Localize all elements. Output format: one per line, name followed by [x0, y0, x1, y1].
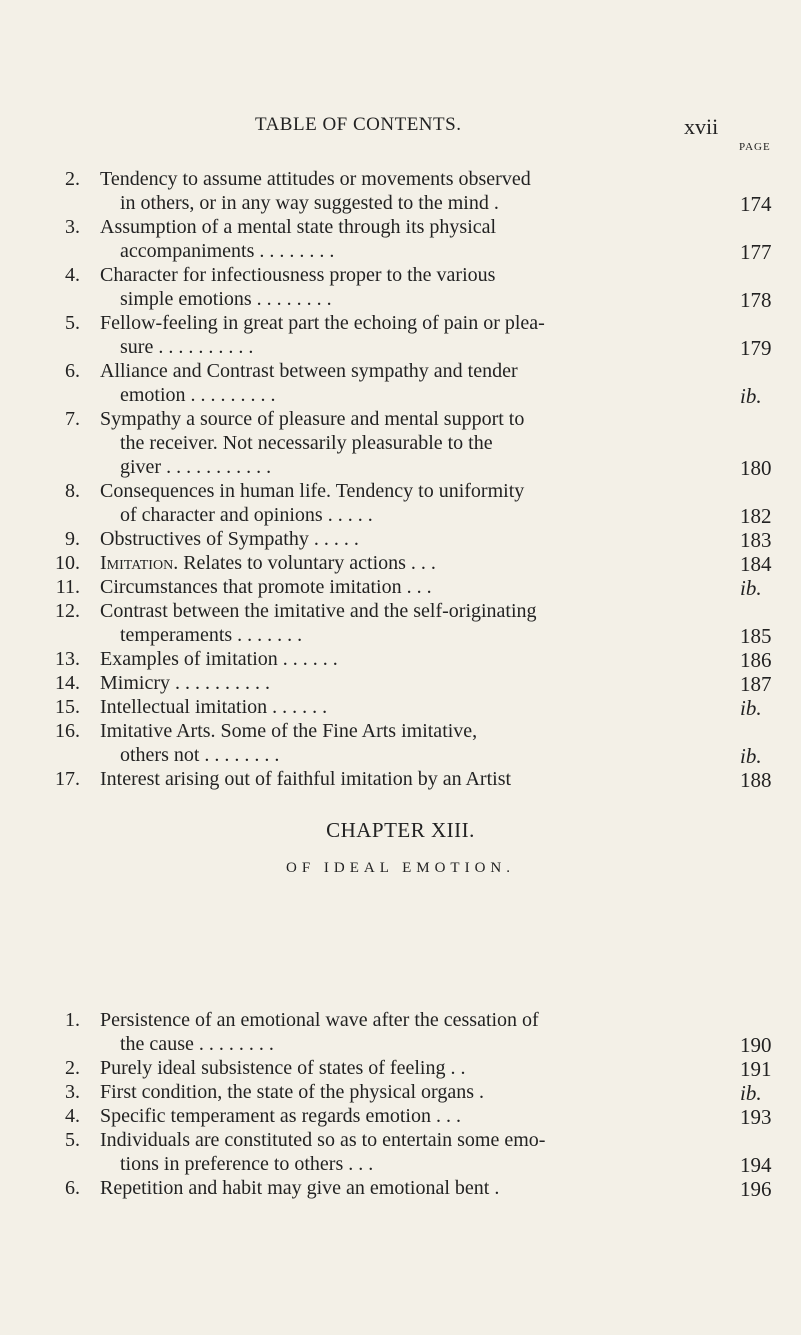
- entry-text-line: Specific temperament as regards emotion . . .: [100, 1105, 461, 1127]
- entry-text-line: in others, or in any way suggested to the mind .: [120, 192, 499, 214]
- entry-text-line: Mimicry . . . . . . . . . .: [100, 672, 270, 694]
- entry-number: 6.: [65, 1177, 80, 1199]
- entry-number: 4.: [65, 1105, 80, 1127]
- entry-text-line: Repetition and habit may give an emotional bent .: [100, 1177, 500, 1199]
- entry-number: 7.: [65, 408, 80, 430]
- entry-text-line: Individuals are constituted so as to entertain some emo-: [100, 1129, 546, 1151]
- entry-text-line: accompaniments . . . . . . . .: [120, 240, 335, 262]
- entry-text-line: Character for infectiousness proper to the various: [100, 264, 496, 286]
- entry-number: 17.: [55, 768, 80, 790]
- entry-page-number: ib.: [740, 696, 762, 720]
- entry-text-line: Obstructives of Sympathy . . . . .: [100, 528, 359, 550]
- entry-text-line: emotion . . . . . . . . .: [120, 384, 276, 406]
- chapter-subheading: OF IDEAL EMOTION.: [285, 860, 515, 876]
- entry-page-number: 190: [740, 1033, 772, 1057]
- entry-number: 5.: [65, 312, 80, 334]
- entry-text-line: Sympathy a source of pleasure and mental support to: [100, 408, 525, 430]
- entry-text-line: Consequences in human life. Tendency to uniformity: [100, 480, 525, 502]
- entry-text-line: of character and opinions . . . . .: [120, 504, 373, 526]
- entry-lead-term: Imitation.: [100, 552, 179, 574]
- entry-text-line: Persistence of an emotional wave after the cessation of: [100, 1009, 539, 1031]
- entry-page-number: ib.: [740, 744, 762, 768]
- entry-text-line: the receiver. Not necessarily pleasurable to the: [120, 432, 493, 454]
- entry-text: Relates to voluntary actions . . .: [178, 552, 436, 574]
- entry-number: 10.: [55, 552, 80, 574]
- running-head-title: TABLE OF CONTENTS.: [255, 114, 462, 135]
- entry-text-line: Intellectual imitation . . . . . .: [100, 696, 328, 718]
- entry-page-number: ib.: [740, 576, 762, 600]
- entry-page-number: 196: [740, 1177, 772, 1201]
- entry-page-number: 177: [740, 240, 772, 264]
- entry-text-line: Contrast between the imitative and the self-originating: [100, 600, 537, 622]
- chapter-heading: CHAPTER XIII.: [326, 818, 475, 842]
- entry-text-line: temperaments . . . . . . .: [120, 624, 303, 646]
- entry-number: 8.: [65, 480, 80, 502]
- entry-text-line: [100, 552, 436, 575]
- running-head: [0, 114, 801, 138]
- entry-page-number: ib.: [740, 1081, 762, 1105]
- entry-text-line: Tendency to assume attitudes or movements observed: [100, 168, 531, 190]
- entry-text-line: Alliance and Contrast between sympathy and tender: [100, 360, 518, 382]
- entry-page-number: 186: [740, 648, 772, 672]
- entry-number: 1.: [65, 1009, 80, 1031]
- entry-number: 6.: [65, 360, 80, 382]
- entry-page-number: 188: [740, 768, 772, 792]
- entry-text-line: Fellow-feeling in great part the echoing of pain or plea-: [100, 312, 545, 334]
- entry-text-line: First condition, the state of the physical organs .: [100, 1081, 485, 1103]
- entry-text-line: tions in preference to others . . .: [120, 1153, 374, 1175]
- entry-number: 13.: [55, 648, 80, 670]
- entry-text-line: simple emotions . . . . . . . .: [120, 288, 332, 310]
- entry-page-number: 185: [740, 624, 772, 648]
- entry-page-number: 184: [740, 552, 772, 576]
- entry-number: 5.: [65, 1129, 80, 1151]
- entry-page-number: 179: [740, 336, 772, 360]
- entry-page-number: 187: [740, 672, 772, 696]
- entry-page-number: 183: [740, 528, 772, 552]
- entry-text-line: Circumstances that promote imitation . . .: [100, 576, 432, 598]
- entry-number: 14.: [55, 672, 80, 694]
- entry-number: 11.: [55, 576, 80, 598]
- entry-text-line: sure . . . . . . . . . .: [120, 336, 254, 358]
- entry-page-number: 180: [740, 456, 772, 480]
- entry-text-line: others not . . . . . . . .: [120, 744, 280, 766]
- entry-page-number: 194: [740, 1153, 772, 1177]
- entry-number: 2.: [65, 1057, 80, 1079]
- entry-page-number: 178: [740, 288, 772, 312]
- entry-number: 9.: [65, 528, 80, 550]
- entry-number: 3.: [65, 216, 80, 238]
- entry-text-line: Imitative Arts. Some of the Fine Arts imitative,: [100, 720, 478, 742]
- entry-text-line: Interest arising out of faithful imitation by an Artist: [100, 768, 512, 790]
- page-folio: xvii: [684, 114, 719, 139]
- entry-page-number: 191: [740, 1057, 772, 1081]
- entry-text-line: giver . . . . . . . . . . .: [120, 456, 272, 478]
- entry-page-number: ib.: [740, 384, 762, 408]
- entry-page-number: 193: [740, 1105, 772, 1129]
- entry-page-number: 182: [740, 504, 772, 528]
- entry-number: 15.: [55, 696, 80, 718]
- entry-text-line: Purely ideal subsistence of states of feeling . .: [100, 1057, 466, 1079]
- entry-number: 4.: [65, 264, 80, 286]
- entry-number: 2.: [65, 168, 80, 190]
- entry-text-line: the cause . . . . . . . .: [120, 1033, 274, 1055]
- entry-number: 3.: [65, 1081, 80, 1103]
- entry-number: 16.: [55, 720, 80, 742]
- entry-text-line: Assumption of a mental state through its physical: [100, 216, 497, 238]
- entry-page-number: 174: [740, 192, 772, 216]
- entry-text-line: Examples of imitation . . . . . .: [100, 648, 338, 670]
- entry-number: 12.: [55, 600, 80, 622]
- page-column-label: PAGE: [739, 141, 771, 153]
